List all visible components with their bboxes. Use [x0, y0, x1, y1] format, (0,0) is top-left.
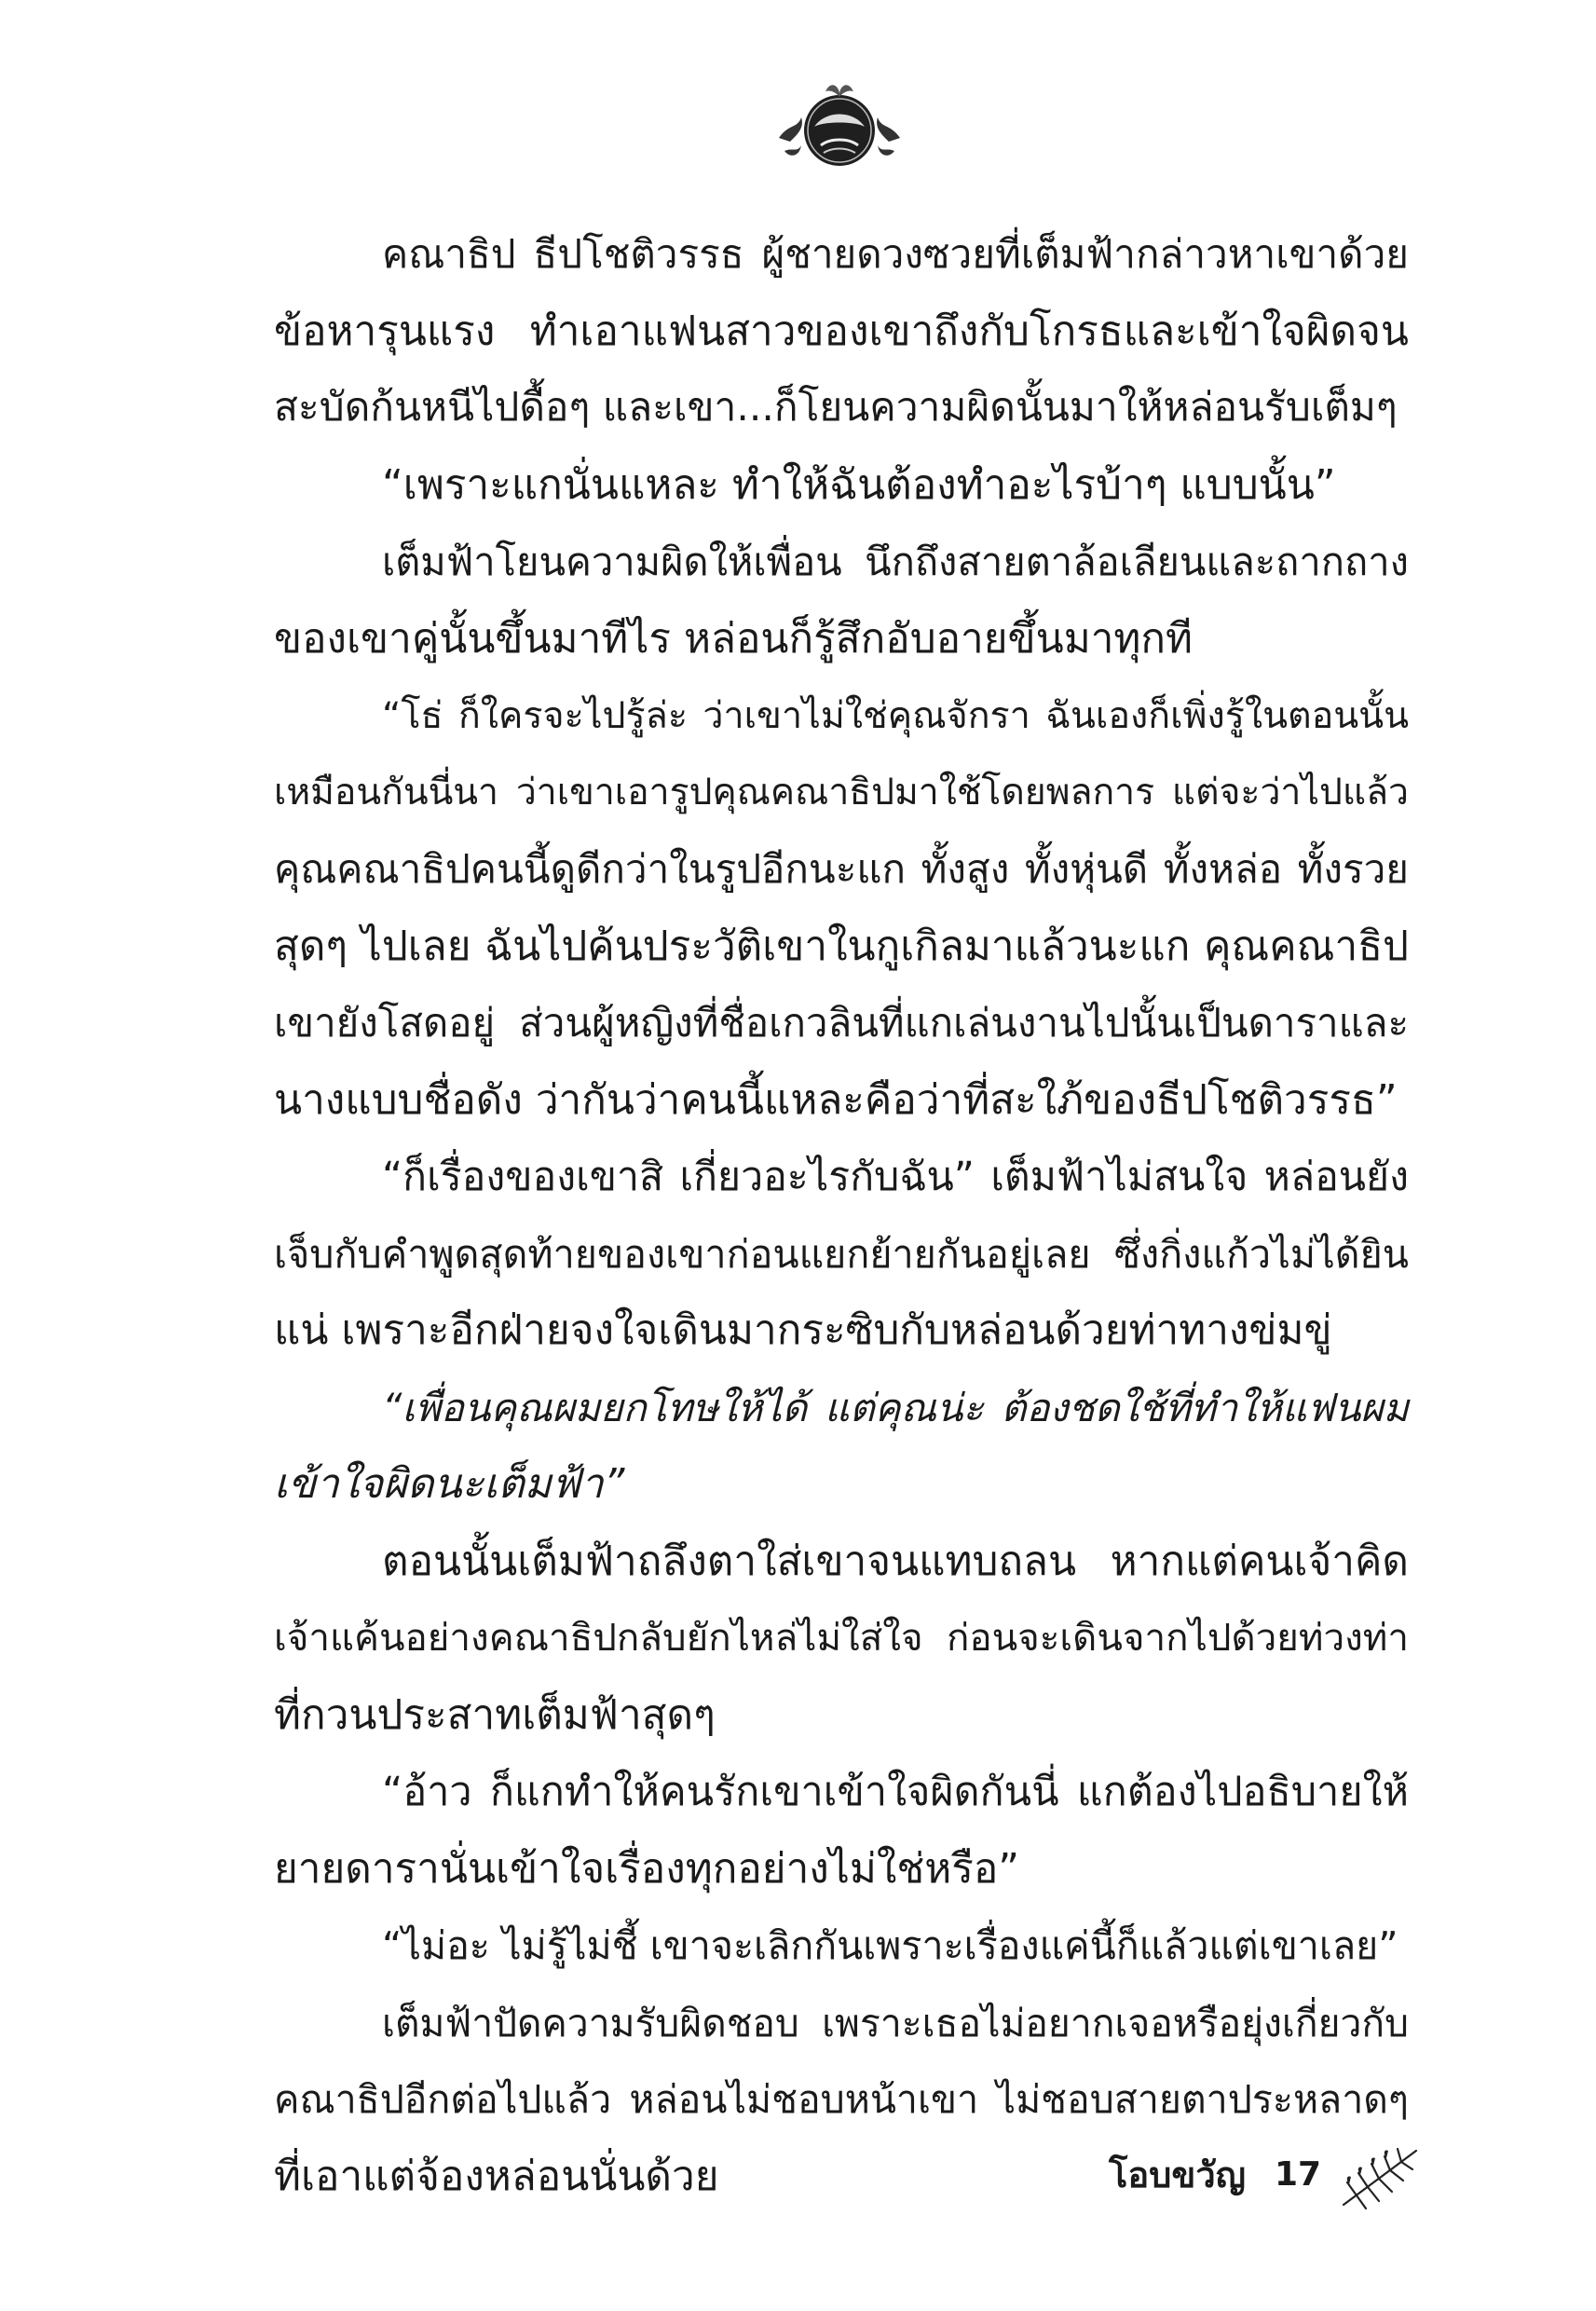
text-line: “อ้าว ก็แกทำให้คนรักเขาเข้าใจผิดกันนี่ แกต้องไปอธิบายให้ [382, 1769, 1409, 1815]
text-line: ที่เอาแต่จ้องหล่อนนั่นด้วย [274, 2152, 719, 2200]
text-line: เข้าใจผิดนะเต็มฟ้า” [274, 1460, 625, 1508]
text-line: ที่กวนประสาทเต็มฟ้าสุดๆ [274, 1690, 716, 1739]
page-footer [1109, 2143, 1425, 2218]
text-line: ของเขาคู่นั้นขึ้นมาทีไร หล่อนก็รู้สึกอับอายขึ้นมาทุกที [274, 614, 1194, 663]
text-line: นางแบบชื่อดัง ว่ากันว่าคนนี้แหละคือว่าที่สะใภ้ของธีปโชติวรรธ” [274, 1075, 1398, 1124]
fern-leaf-icon [1338, 2143, 1422, 2210]
page-number: 17 [1275, 2155, 1322, 2194]
text-line: ข้อหารุนแรง ทำเอาแฟนสาวของเขาถึงกับโกรธและเข้าใจผิดจน [274, 307, 1409, 355]
text-line: คุณคณาธิปคนนี้ดูดีกว่าในรูปอีกนะแก ทั้งสูง ทั้งหุ่นดี ทั้งหล่อ ทั้งรวย [274, 846, 1409, 892]
text-line: ยายดารานั่นเข้าใจเรื่องทุกอย่างไม่ใช่หรือ” [274, 1844, 1020, 1893]
text-line: “เพื่อนคุณผมยกโทษให้ได้ แต่คุณน่ะ ต้องชดใช้ที่ทำให้แฟนผม [382, 1384, 1409, 1430]
publisher-logo [770, 73, 909, 175]
text-line: เต็มฟ้าปัดความรับผิดชอบ เพราะเธอไม่อยากเจอหรือยุ่งเกี่ยวกับ [382, 2000, 1409, 2045]
book-title: โอบขวัญ [1109, 2154, 1247, 2195]
text-line: เต็มฟ้าโยนความผิดให้เพื่อน นึกถึงสายตาล้อเลียนและถากถาง [382, 539, 1409, 584]
text-line: คณาธิปอีกต่อไปแล้ว หล่อนไม่ชอบหน้าเขา ไม่ชอบสายตาประหลาดๆ [274, 2077, 1409, 2122]
text-line: เขายังโสดอยู่ ส่วนผู้หญิงที่ชื่อเกวลินที่แกเล่นงานไปนั้นเป็นดาราและ [274, 1000, 1409, 1046]
text-line: ตอนนั้นเต็มฟ้าถลึงตาใส่เขาจนแทบถลน หากแต่คนเจ้าคิด [382, 1537, 1409, 1585]
text-line: “โธ่ ก็ใครจะไปรู้ล่ะ ว่าเขาไม่ใช่คุณจักรา ฉันเองก็เพิ่งรู้ในตอนนั้น [382, 694, 1409, 737]
body-text [274, 216, 1409, 2215]
text-line: “เพราะแกนั่นแหละ ทำให้ฉันต้องทำอะไรบ้าๆ แบบนั้น” [382, 460, 1336, 509]
text-line: สะบัดก้นหนีไปดื้อๆ และเขา...ก็โยนความผิดนั้นมาให้หล่อนรับเต็มๆ [274, 385, 1398, 431]
text-line: เหมือนกันนี่นา ว่าเขาเอารูปคุณคณาธิปมาใช้โดยพลการ แต่จะว่าไปแล้ว [274, 771, 1409, 814]
text-line: “ไม่อะ ไม่รู้ไม่ชี้ เขาจะเลิกกันเพราะเรื่องแค่นี้ก็แล้วแต่เขาเลย” [382, 1923, 1398, 1968]
text-line: สุดๆ ไปเลย ฉันไปค้นประวัติเขาในกูเกิลมาแล้วนะแก คุณคณาธิป [274, 922, 1409, 970]
text-line: คณาธิป ธีปโชติวรรธ ผู้ชายดวงซวยที่เต็มฟ้ากล่าวหาเขาด้วย [382, 231, 1409, 277]
text-line: “ก็เรื่องของเขาสิ เกี่ยวอะไรกับฉัน” เต็มฟ้าไม่สนใจ หล่อนยัง [382, 1154, 1409, 1200]
text-line: เจ็บกับคำพูดสุดท้ายของเขาก่อนแยกย้ายกันอยู่เลย ซึ่งกิ่งแก้วไม่ได้ยิน [274, 1231, 1409, 1277]
text-line: แน่ เพราะอีกฝ่ายจงใจเดินมากระซิบกับหล่อนด้วยท่าทางข่มขู่ [274, 1306, 1332, 1354]
text-line: เจ้าแค้นอย่างคณาธิปกลับยักไหล่ไม่ใส่ใจ ก่อนจะเดินจากไปด้วยท่วงท่า [274, 1616, 1409, 1660]
